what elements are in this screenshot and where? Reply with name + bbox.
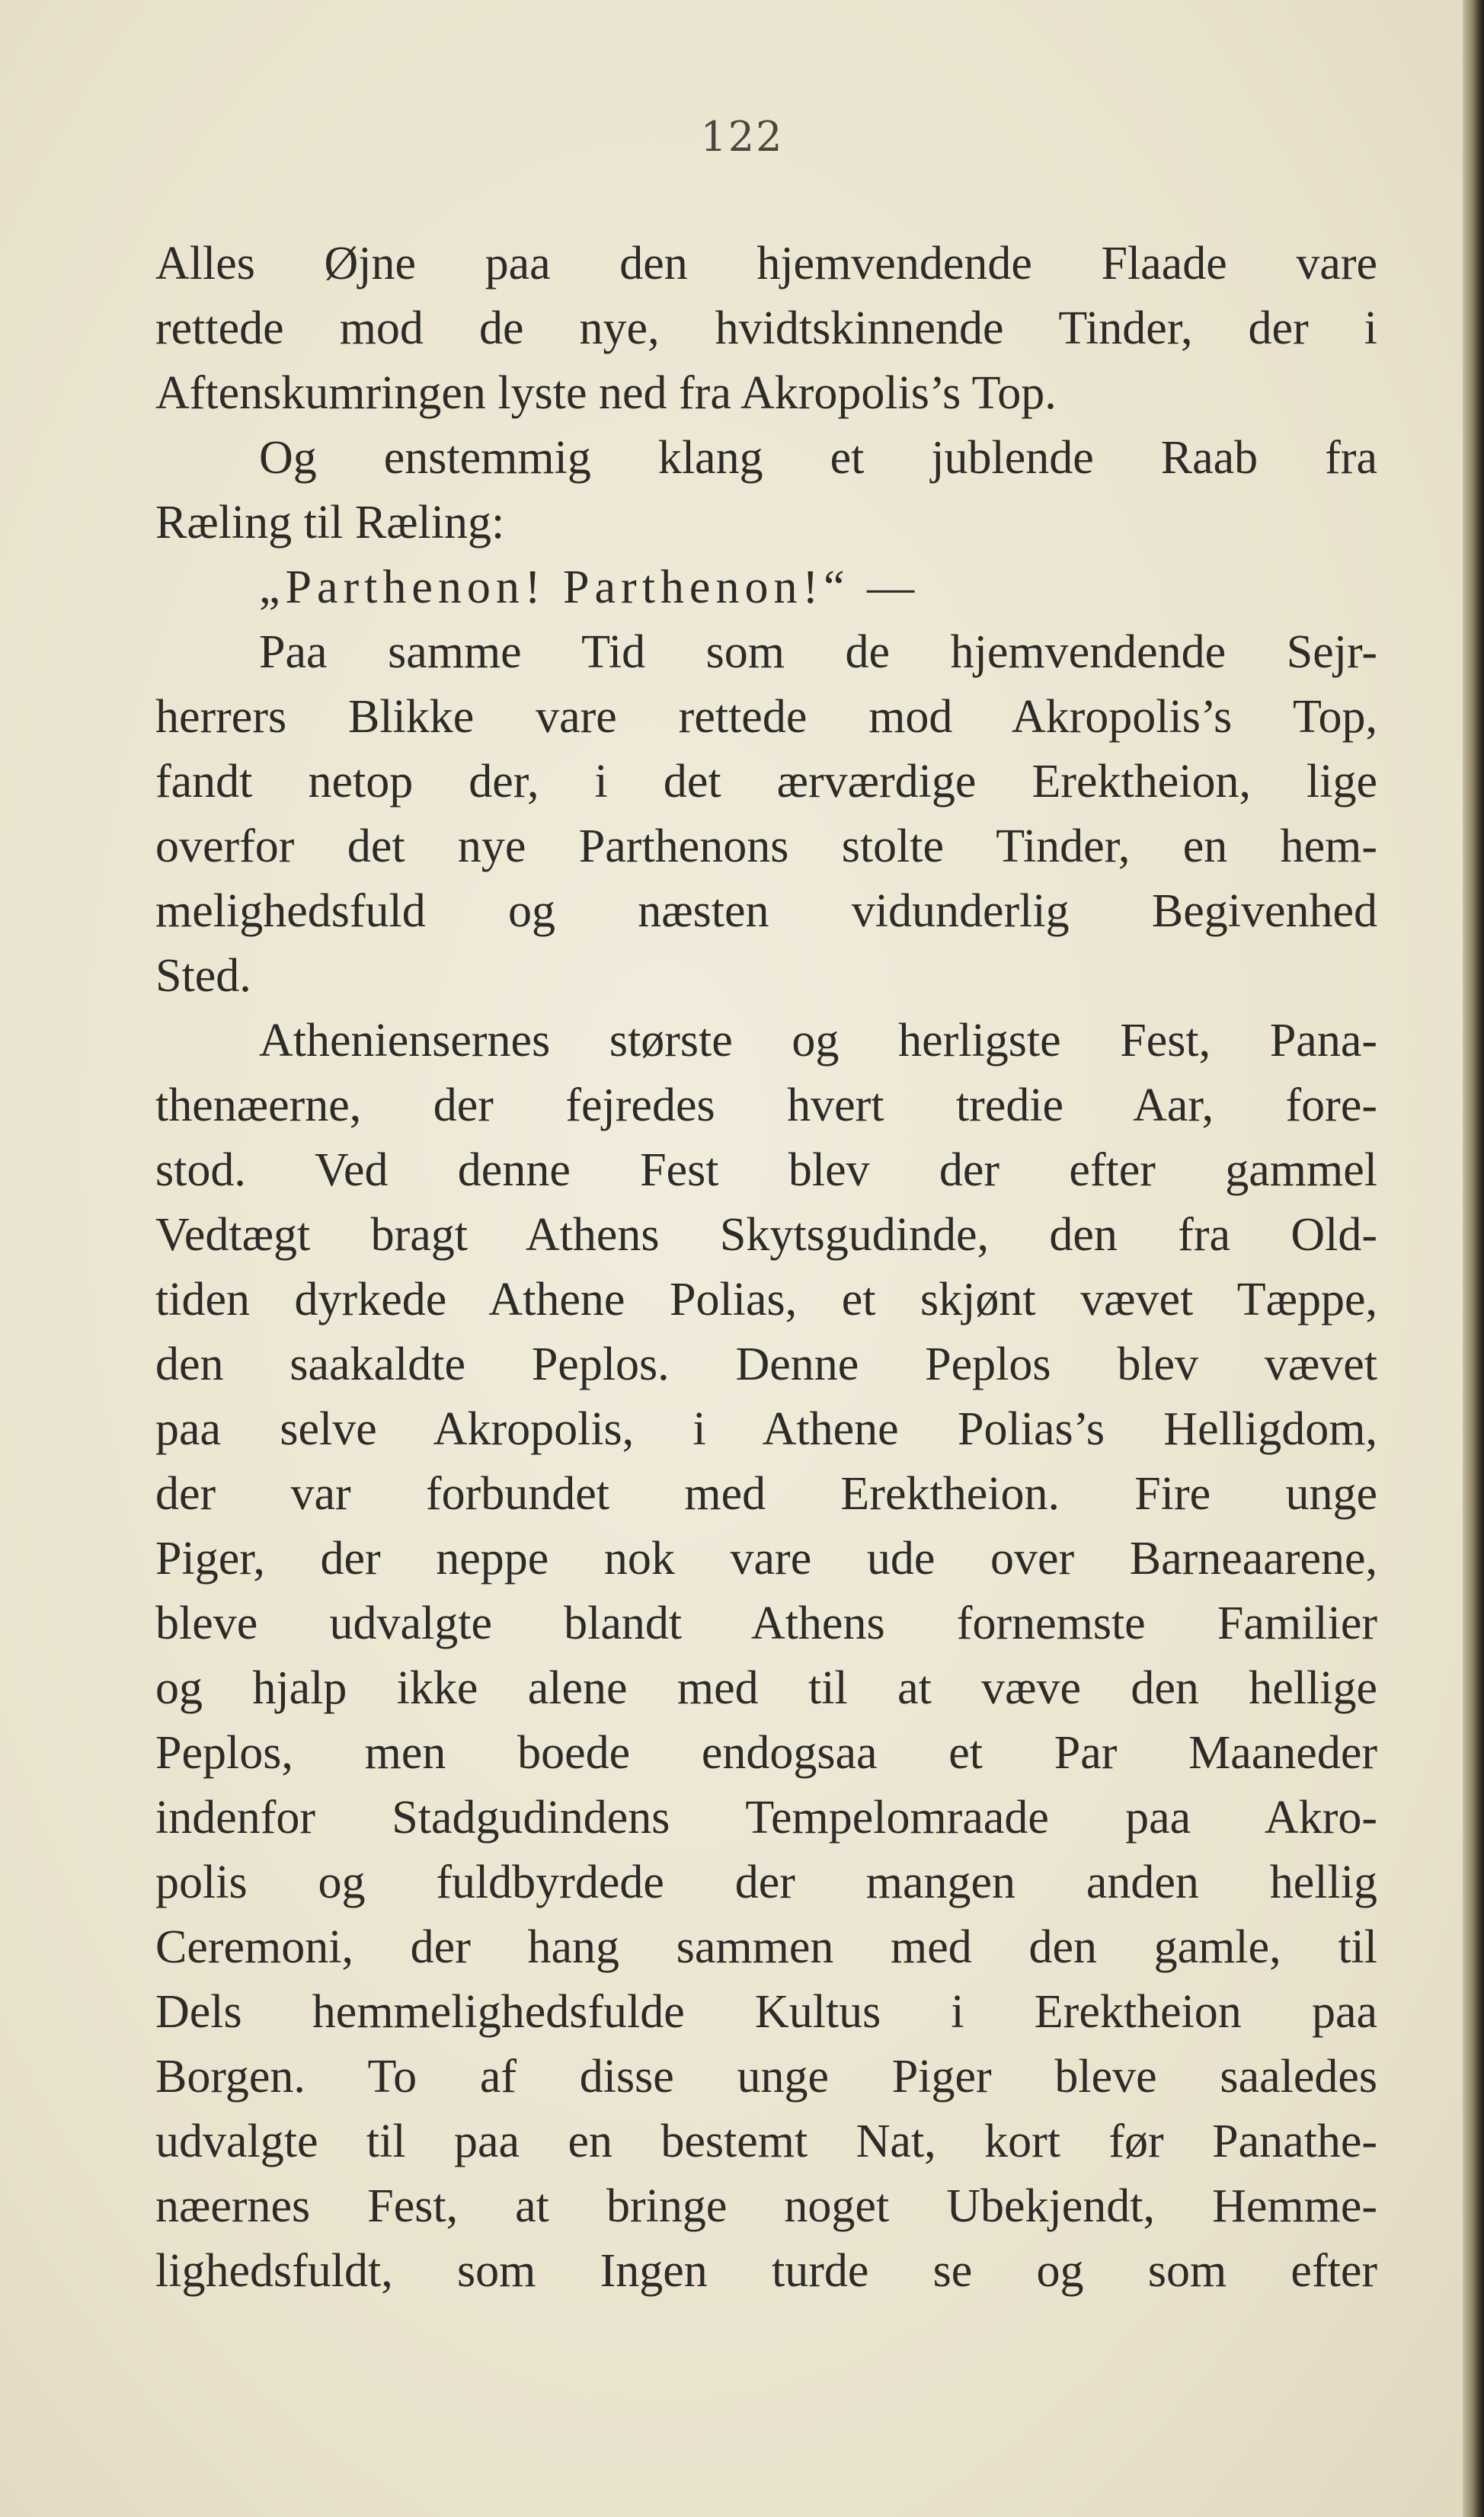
text-line: Peplos, men boede endogsaa et Par Maaneder <box>155 1727 1377 1779</box>
text-line: rettede mod de nye, hvidtskinnende Tinder, der i <box>155 302 1377 354</box>
text-line: udvalgte til paa en bestemt Nat, kort før Panathe- <box>155 2116 1377 2167</box>
text-line: indenfor Stadgudindens Tempelomraade paa Akro- <box>155 1792 1377 1844</box>
text-line: Vedtægt bragt Athens Skytsgudinde, den fra Old- <box>155 1209 1377 1261</box>
text-line: næernes Fest, at bringe noget Ubekjendt, Hemme- <box>155 2180 1377 2232</box>
text-line: lighedsfuldt, som Ingen turde se og som efter <box>155 2245 1377 2297</box>
text-line: Atheniensernes største og herligste Fest, Pana- <box>259 1015 1377 1067</box>
text-line: overfor det nye Parthenons stolte Tinder, en hem- <box>155 820 1377 872</box>
page-number: 122 <box>700 113 784 161</box>
text-line: fandt netop der, i det ærværdige Erektheion, lige <box>155 756 1377 808</box>
text-line: og hjalp ikke alene med til at væve den hellige <box>155 1662 1377 1714</box>
text-line: Sted. <box>155 950 251 1002</box>
text-line: Ceremoni, der hang sammen med den gamle, til <box>155 1921 1377 1973</box>
text-line: thenæerne, der fejredes hvert tredie Aar, fore- <box>155 1079 1377 1131</box>
text-line: polis og fuldbyrdede der mangen anden hellig <box>155 1857 1377 1908</box>
text-line: Aftenskumringen lyste ned fra Akropolis’s Top. <box>155 367 1057 419</box>
text-line: Dels hemmelighedsfulde Kultus i Erektheion paa <box>155 1986 1377 2038</box>
text-line: stod. Ved denne Fest blev der efter gammel <box>155 1144 1377 1196</box>
text-line: tiden dyrkede Athene Polias, et skjønt vævet Tæppe, <box>155 1274 1377 1326</box>
text-line: Alles Øjne paa den hjemvendende Flaade vare <box>155 238 1377 289</box>
text-line: Paa samme Tid som de hjemvendende Sejr- <box>259 626 1377 678</box>
text-line: melighedsfuld og næsten vidunderlig Begivenhed <box>155 885 1377 937</box>
text-line: bleve udvalgte blandt Athens fornemste Familier <box>155 1598 1377 1649</box>
text-line: Borgen. To af disse unge Piger bleve saaledes <box>155 2051 1377 2103</box>
text-line: den saakaldte Peplos. Denne Peplos blev vævet <box>155 1338 1377 1390</box>
text-line: paa selve Akropolis, i Athene Polias’s Helligdom, <box>155 1403 1377 1455</box>
text-line: Og enstemmig klang et jublende Raab fra <box>259 432 1377 484</box>
text-line: „Parthenon! Parthenon!“ — <box>259 561 920 613</box>
text-line: Ræling til Ræling: <box>155 497 505 548</box>
book-spine-edge <box>1463 0 1484 2517</box>
text-line: der var forbundet med Erektheion. Fire unge <box>155 1468 1377 1520</box>
text-line: herrers Blikke vare rettede mod Akropolis’s Top, <box>155 691 1377 743</box>
text-line: Piger, der neppe nok vare ude over Barneaarene, <box>155 1533 1377 1585</box>
